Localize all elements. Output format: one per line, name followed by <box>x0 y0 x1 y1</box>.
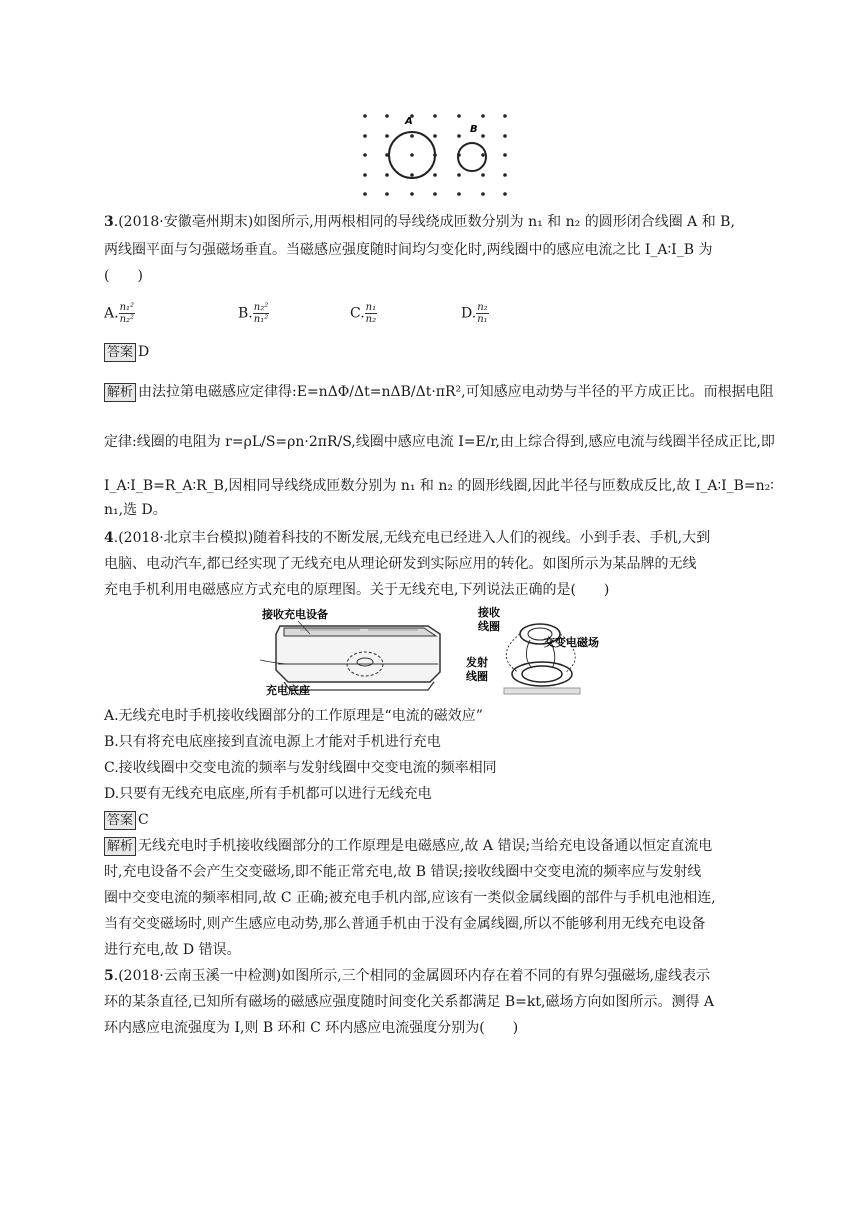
q5-stem-line3: 环内感应电流强度为 I,则 B 环和 C 环内感应电流强度分别为( ) <box>104 1020 519 1036</box>
field-dot <box>457 173 461 177</box>
q3-number: 3 <box>104 214 114 230</box>
answer-value: C <box>138 812 149 828</box>
q3-option-c <box>350 302 377 325</box>
field-dot <box>503 173 507 177</box>
field-dot <box>433 192 437 196</box>
field-dot <box>385 134 389 138</box>
option-fraction <box>119 302 135 325</box>
q3-option-a <box>104 302 135 325</box>
field-dot <box>410 153 414 157</box>
coil-b <box>458 143 486 171</box>
q4-number: 4 <box>104 530 114 546</box>
charging-base-drawing <box>260 626 440 690</box>
field-dot <box>363 153 367 157</box>
fraction-den: n₂ <box>365 314 377 325</box>
q3-text-1: .(2018·安徽亳州期末)如图所示,用两根相同的导线绕成匝数分别为 n₁ 和 n₂ 的圆形闭合线圈 A 和 B, <box>113 214 735 230</box>
field-dot <box>433 134 437 138</box>
field-dot <box>503 153 507 157</box>
option-fraction <box>253 302 269 325</box>
field-dot <box>481 192 485 196</box>
label-charging-base: 充电底座 <box>266 684 310 697</box>
q3-analysis-line3: I_A∶I_B=R_A∶R_B,因相同导线绕成匝数分别为 n₁ 和 n₂ 的圆形线圈,因此半径与匝数成反比,故 I_A∶I_B=n₂∶ <box>104 478 774 494</box>
fraction-num: n₂ <box>477 302 488 313</box>
q5-number: 5 <box>104 968 114 984</box>
option-letter: B. <box>238 305 253 322</box>
figure-coils-ab <box>355 110 515 202</box>
answer-value: D <box>138 344 150 360</box>
q4-option-a: A.无线充电时手机接收线圈部分的工作原理是“电流的磁效应” <box>104 708 483 724</box>
fraction-num: n₁ <box>365 302 377 313</box>
field-dot <box>410 192 414 196</box>
coil-diagram <box>504 624 580 694</box>
field-dot <box>457 192 461 196</box>
q5-text-1: .(2018·云南玉溪一中检测)如图所示,三个相同的金属圆环内存在着不同的有界匀强磁场,虚线表示 <box>113 968 711 984</box>
q3-stem-line1 <box>104 212 764 232</box>
field-dot <box>457 134 461 138</box>
field-dot <box>385 173 389 177</box>
option-letter: C. <box>350 305 365 322</box>
analysis-text: 由法拉第电磁感应定律得:E=nΔΦ/Δt=nΔB/Δt·πR²,可知感应电动势与半径的平方成正比。而根据电阻 <box>138 384 774 400</box>
q4-stem-line2: 电脑、电动汽车,都已经实现了无线充电从理论研发到实际应用的转化。如图所示为某品牌的无线 <box>104 556 697 572</box>
label-emit-coil-2: 线圈 <box>466 670 488 683</box>
field-dot <box>363 114 367 118</box>
field-dot <box>433 114 437 118</box>
fraction-den: n₁² <box>253 314 269 325</box>
option-letter: D. <box>461 305 477 322</box>
field-dot <box>433 173 437 177</box>
field-dot <box>385 192 389 196</box>
field-dot <box>410 134 414 138</box>
label-receive-coil-2: 线圈 <box>478 620 500 633</box>
q3-analysis-line2: 定律:线圈的电阻为 r=ρL/S=ρn·2πR/S,线圈中感应电流 I=E/r,由上综合得到,感应电流与线圈半径成正比,即 <box>104 434 775 450</box>
field-dot <box>457 114 461 118</box>
q4-analysis-line5: 进行充电,故 D 错误。 <box>104 942 241 958</box>
field-dot <box>503 114 507 118</box>
q4-analysis-line1 <box>104 836 764 856</box>
label-receive-coil-1: 接收 <box>478 606 500 619</box>
q4-option-d: D.只要有无线充电底座,所有手机都可以进行无线充电 <box>104 786 432 802</box>
option-fraction <box>476 302 488 325</box>
field-dot <box>503 134 507 138</box>
field-dot <box>410 173 414 177</box>
q4-answer <box>104 810 764 830</box>
q4-option-c: C.接收线圈中交变电流的频率与发射线圈中交变电流的频率相同 <box>104 760 497 776</box>
q3-analysis-line4: n₁,选 D。 <box>104 502 167 518</box>
q4-stem-line3: 充电手机利用电磁感应方式充电的原理图。关于无线充电,下列说法正确的是( ) <box>104 582 610 598</box>
figure-wireless-charging <box>240 604 630 700</box>
answer-tag: 答案 <box>104 811 136 830</box>
q4-analysis-line4: 当有交变磁场时,则产生感应电动势,那么普通手机由于没有金属线圈,所以不能够利用无线充电设备 <box>104 916 706 932</box>
q3-analysis-line1 <box>104 382 774 402</box>
q3-answer <box>104 342 764 362</box>
answer-tag: 答案 <box>104 343 136 362</box>
field-dot <box>363 134 367 138</box>
q5-stem-line2: 环的某条直径,已知所有磁场的磁感应强度随时间变化关系都满足 B=kt,磁场方向如图所示。测得 A <box>104 994 715 1010</box>
q3-option-d <box>461 302 489 325</box>
label-coil-b: B <box>470 124 478 135</box>
option-fraction <box>365 302 377 325</box>
q4-option-b: B.只有将充电底座接到直流电源上才能对手机进行充电 <box>104 734 441 750</box>
q3-option-b <box>238 302 269 325</box>
field-dot <box>503 192 507 196</box>
q4-text-1: .(2018·北京丰台模拟)随着科技的不断发展,无线充电已经进入人们的视线。小到手表、手机,大到 <box>113 530 711 546</box>
q4-analysis-line3: 圈中交变电流的频率相同,故 C 正确;被充电手机内部,应该有一类似金属线圈的部件与手机电池相连, <box>104 890 716 906</box>
field-dot <box>481 173 485 177</box>
fraction-den: n₂² <box>119 314 135 325</box>
field-dot <box>481 134 485 138</box>
field-dot <box>481 114 485 118</box>
analysis-tag: 解析 <box>104 383 136 402</box>
field-dot <box>385 114 389 118</box>
option-letter: A. <box>104 305 119 322</box>
field-dot <box>363 173 367 177</box>
label-receiving-device: 接收充电设备 <box>262 608 328 621</box>
q4-stem-line1 <box>104 528 764 548</box>
q3-stem-line2: 两线圈平面与匀强磁场垂直。当磁感应强度随时间均匀变化时,两线圈中的感应电流之比 I_A∶I_B 为 <box>104 242 713 258</box>
field-dot <box>363 192 367 196</box>
q4-analysis-line2: 时,充电设备不会产生交变磁场,即不能正常充电,故 B 错误;接收线圈中交变电流的频率应与发射线 <box>104 864 702 880</box>
q5-stem-line1 <box>104 966 764 986</box>
fraction-num: n₁² <box>119 302 135 313</box>
label-alternating-field: 交变电磁场 <box>544 636 599 649</box>
fraction-num: n₂² <box>253 302 269 313</box>
field-dot <box>481 153 485 157</box>
q3-stem-line3: ( ) <box>104 268 143 284</box>
label-coil-a: A <box>405 116 413 127</box>
analysis-tag: 解析 <box>104 837 136 856</box>
label-emit-coil-1: 发射 <box>466 656 488 669</box>
analysis-text: 无线充电时手机接收线圈部分的工作原理是电磁感应,故 A 错误;当给充电设备通以恒定直流电 <box>138 838 713 854</box>
fraction-den: n₁ <box>477 314 488 325</box>
